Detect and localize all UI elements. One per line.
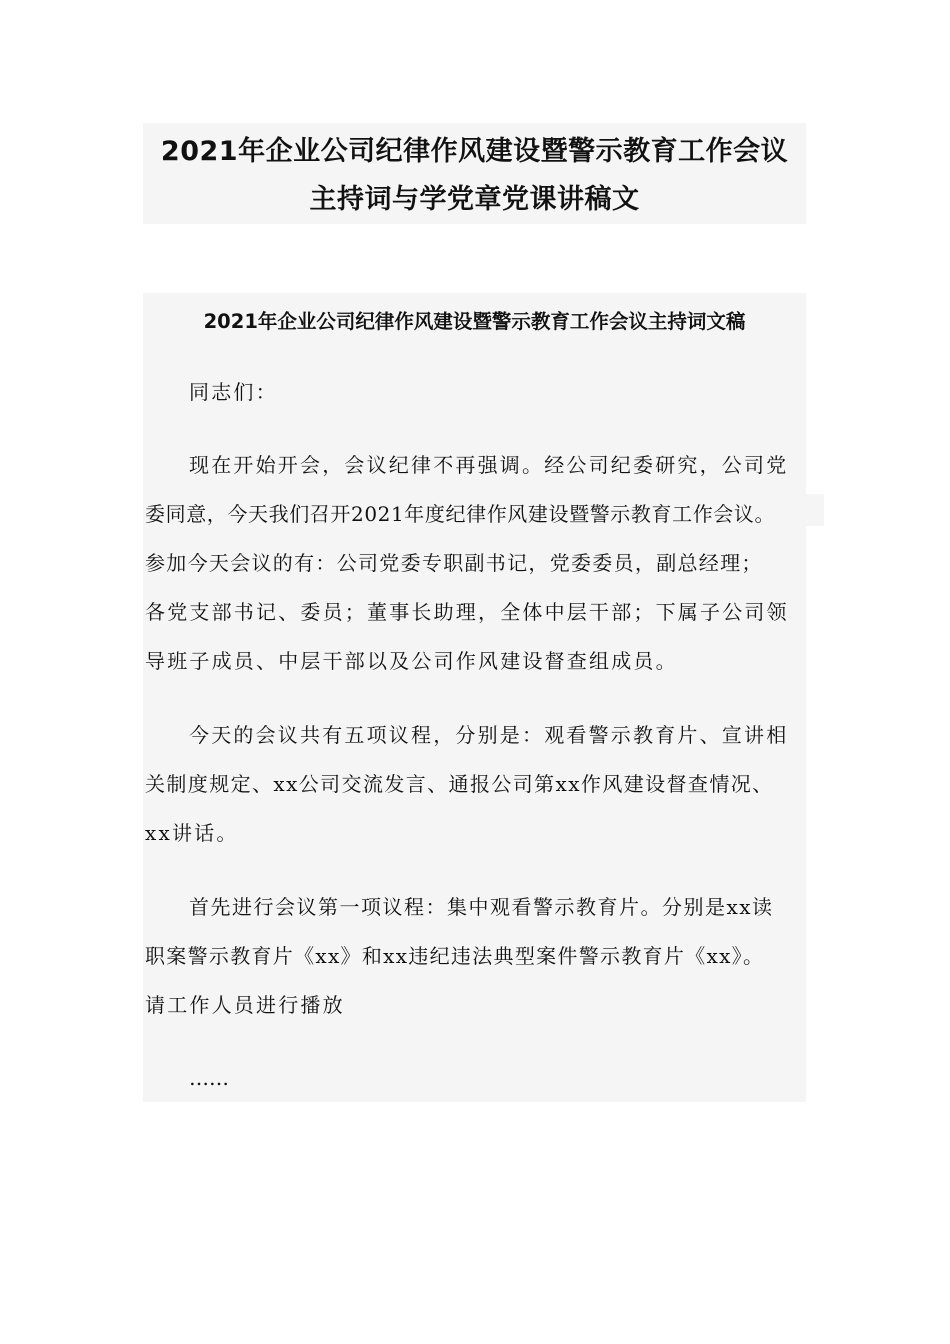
paragraph-line: 参加今天会议的有：公司党委专职副书记，党委委员，副总经理； [145,551,763,575]
paragraph-line: 职案警示教育片《xx》和xx违纪违法典型案件警示教育片《xx》。 [145,944,765,968]
title-line-2: 主持词与学党章党课讲稿文 [309,184,640,215]
document-title [143,123,806,224]
paragraph-line: xx讲话。 [145,821,239,845]
paragraph-line: 请工作人员进行播放 [145,993,345,1017]
ellipsis: …… [189,1066,229,1090]
paragraph-line: 现在开始开会，会议纪律不再强调。经公司纪委研究，公司党 [189,453,789,477]
salutation: 同志们： [189,380,278,404]
title-line-1: 2021年企业公司纪律作风建设暨警示教育工作会议 [160,136,789,167]
document-body [143,293,806,1102]
section-heading: 2021年企业公司纪律作风建设暨警示教育工作会议主持词文稿 [203,310,746,333]
paragraph-line: 今天的会议共有五项议程，分别是：观看警示教育片、宣讲相 [189,723,789,747]
paragraph-line: 首先进行会议第一项议程：集中观看警示教育片。分别是xx读 [189,895,774,919]
paragraph-line: 各党支部书记、委员；董事长助理，全体中层干部；下属子公司领 [145,600,789,624]
paragraph-line: 关制度规定、xx公司交流发言、通报公司第xx作风建设督查情况、 [145,772,774,796]
paragraph-line: 委同意，今天我们召开2021年度纪律作风建设暨警示教育工作会议。 [145,502,776,526]
text-overflow-background [806,494,824,526]
paragraph-line: 导班子成员、中层干部以及公司作风建设督查组成员。 [145,649,678,673]
